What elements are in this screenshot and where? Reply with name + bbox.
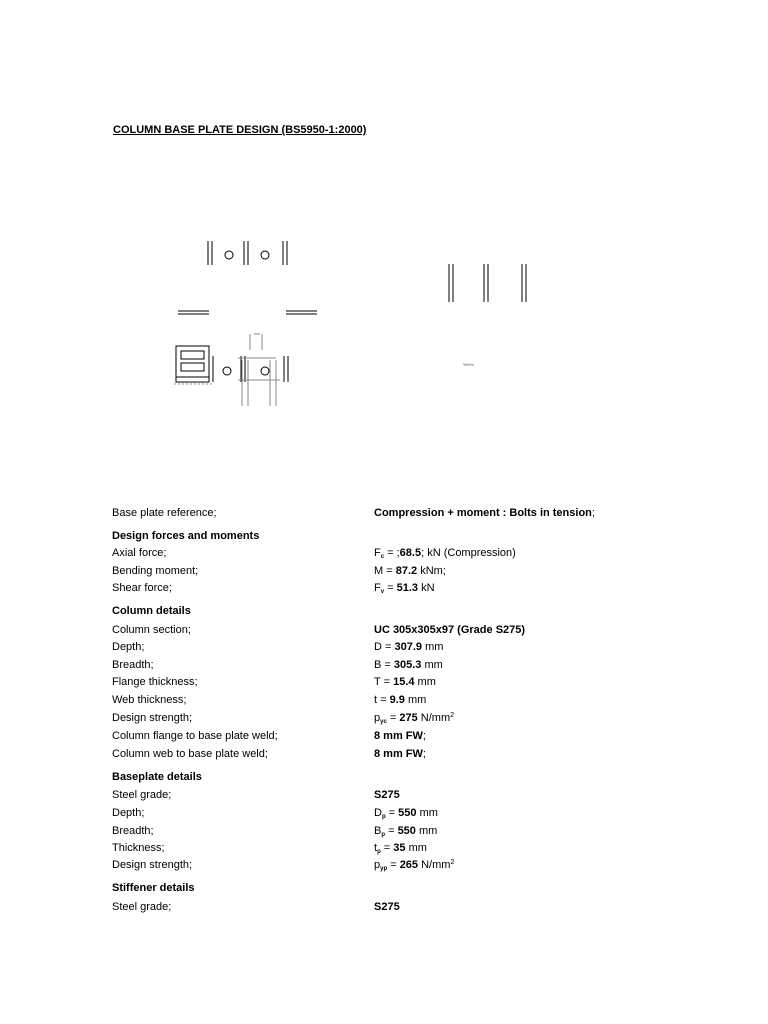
row-web-weld: Column web to base plate weld; 8 mm FW; <box>112 748 426 760</box>
row-axial-force: Axial force; $F_c$ = ;68.5; kN (Compression) <box>112 547 516 560</box>
section-column-details: Column details <box>112 605 191 617</box>
row-flange-thickness: Flange thickness; T = 15.4 mm <box>112 676 436 688</box>
row-baseplate-design-strength: Design strength; $p_{yp} = 265$ $N/mm^2$ <box>112 859 455 872</box>
row-baseplate-thickness: Thickness; $t_p = 35$ mm <box>112 842 427 855</box>
row-flange-weld: Column flange to base plate weld; 8 mm FW; <box>112 730 426 742</box>
base-plate-drawing <box>0 0 768 420</box>
row-stiffener-steel-grade: Steel grade; S275 <box>112 901 400 913</box>
page-title: COLUMN BASE PLATE DESIGN (BS5950-1:2000) <box>113 124 367 136</box>
row-baseplate-steel-grade: Steel grade; S275 <box>112 789 400 801</box>
drawing-note: %%% <box>463 362 474 367</box>
row-base-plate-reference: Base plate reference; Compression + moment : Bolts in tension; <box>112 507 595 519</box>
row-baseplate-depth: Depth; $D_p = 550$ mm <box>112 807 438 820</box>
section-design-forces: Design forces and moments <box>112 530 260 542</box>
row-web-thickness: Web thickness; t = 9.9 mm <box>112 694 427 706</box>
row-baseplate-breadth: Breadth; $B_p = 550$ mm <box>112 825 438 838</box>
row-column-section: Column section; UC 305x305x97 (Grade S275) <box>112 624 526 636</box>
row-breadth: Breadth; B = 305.3 mm <box>112 659 443 671</box>
row-depth: Depth; D = 307.9 mm <box>112 641 444 653</box>
row-shear-force: Shear force; $F_v = 51.3$ kN <box>112 582 435 595</box>
section-stiffener-details: Stiffener details <box>112 882 195 894</box>
section-baseplate-details: Baseplate details <box>112 771 202 783</box>
row-bending-moment: Bending moment; M = 87.2 kNm; <box>112 565 446 577</box>
row-design-strength: Design strength; $p_{yc} = 275$ $N/mm^2$ <box>112 712 455 725</box>
